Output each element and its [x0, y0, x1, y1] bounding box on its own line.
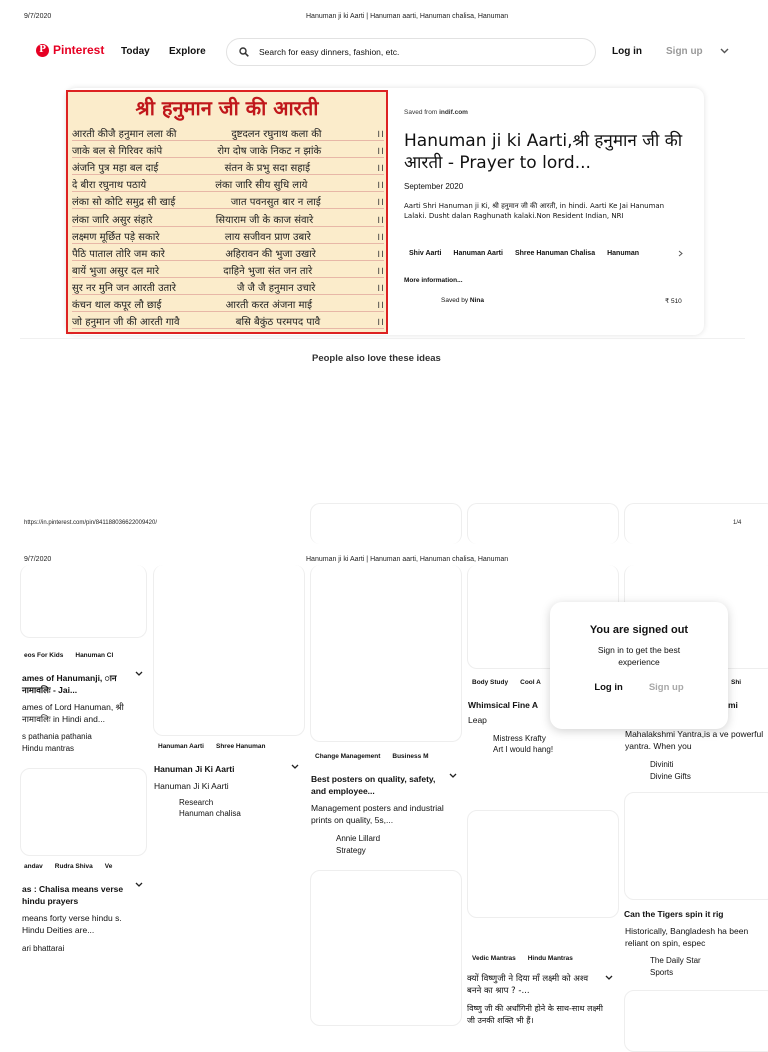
pin-board[interactable]: Strategy [336, 846, 366, 855]
tag[interactable]: Cool A [520, 679, 541, 686]
saved-by-user[interactable]: Nina [469, 297, 485, 304]
print-title: Hanuman ji ki Aarti | Hanuman aarti, Hanuman chalisa, Hanuman [306, 556, 509, 563]
pin-title[interactable]: as : Chalisa means verse hindu prayers [22, 884, 124, 906]
saved-by: Saved by Nina [441, 297, 485, 304]
aarti-line [72, 314, 384, 329]
verse-end-mark: ।। [376, 317, 384, 329]
tag[interactable]: Hanuman Cl [75, 652, 114, 659]
tags-row [472, 955, 573, 962]
aarti-line-text: लंका जारि असुर संहारे [72, 214, 153, 226]
aarti-line-text: संतन के प्रभु सदा सहाई [224, 163, 311, 175]
verse-end-mark: ।। [376, 282, 384, 294]
ghost-card [467, 810, 619, 918]
aarti-line [72, 297, 384, 312]
pinterest-logo[interactable] [36, 43, 104, 57]
pin-board[interactable]: s pathania pathania [22, 732, 92, 741]
pin-description: Leap [468, 715, 487, 725]
aarti-line [72, 212, 384, 227]
divider [20, 338, 745, 339]
tag[interactable]: Business M [392, 753, 429, 760]
nav-today[interactable]: Today [121, 46, 150, 57]
signed-out-dialog [550, 602, 728, 729]
tag[interactable]: Change Management [315, 753, 381, 760]
dialog-title: You are signed out [589, 624, 689, 636]
aarti-line-text: सियाराम जी के काज संवारे [215, 214, 314, 226]
verse-end-mark: ।। [376, 129, 384, 140]
search-icon [239, 47, 249, 57]
ghost-card [20, 768, 147, 856]
aarti-line-text: जै जै जै हनुमान उचारे [236, 282, 316, 294]
pin-user[interactable]: The Daily Star [650, 956, 701, 965]
aarti-line [72, 263, 384, 278]
pin-board[interactable]: Divine Gifts [650, 772, 691, 781]
verse-end-mark: ।। [376, 265, 384, 277]
tag[interactable]: eos For Kids [24, 652, 64, 659]
pin-description: Hanuman Ji Ki Aarti [154, 781, 229, 791]
pin-title[interactable]: Whimsical Fine A [468, 700, 539, 710]
verse-end-mark: ।। [376, 146, 384, 158]
aarti-line-text: जात पवनसुत बार न लाई [230, 197, 321, 209]
saved-from: Saved from indif.com [404, 109, 468, 116]
aarti-line-text: कंचन थाल कपूर लौ छाई [72, 300, 162, 311]
pin-description: Historically, Bangladesh ha been reliant on spin, espec [625, 926, 749, 948]
chevron-down-icon[interactable] [291, 764, 299, 770]
aarti-line-text: आरती करत अंजना माई [225, 300, 313, 311]
chevron-down-icon[interactable] [135, 671, 143, 677]
tags-row [158, 743, 266, 750]
verse-end-mark: ।। [376, 248, 384, 260]
pin-board[interactable]: Sports [650, 968, 674, 977]
pinterest-logo-icon: P [36, 44, 49, 57]
tag[interactable]: Shree Hanuman [216, 743, 266, 750]
aarti-line [72, 229, 384, 244]
pin-board[interactable]: Research [179, 798, 214, 807]
aarti-line [72, 246, 384, 261]
pin-title[interactable]: Can the Tigers spin it rig [624, 909, 724, 919]
tag[interactable]: Hindu Mantras [527, 955, 573, 962]
chevron-down-icon[interactable] [605, 975, 613, 981]
aarti-line-text: दुष्टदलन रघुनाथ कला की [231, 129, 322, 140]
ghost-card [310, 565, 462, 742]
pin-description: ames of Lord Hanuman, श्री नामावलिः in Hindi and... [22, 702, 124, 724]
print-title: Hanuman ji ki Aarti | Hanuman aarti, Hanuman chalisa, Hanuman [306, 13, 509, 20]
search-bar[interactable] [226, 38, 596, 66]
tags-row [24, 863, 112, 870]
aarti-line [72, 280, 384, 295]
tags-row [315, 753, 429, 760]
pin-board[interactable]: Hanuman chalisa [179, 809, 241, 818]
ghost-card [153, 565, 305, 736]
aarti-line-text: बायें भुजा असुर दल मारे [72, 265, 160, 277]
aarti-line-text: रोग दोष जाके निकट न झांके [217, 146, 322, 158]
more-ideas-heading: People also love these ideas [312, 353, 441, 364]
ghost-card [310, 870, 462, 1026]
ghost-card [624, 503, 768, 544]
tag[interactable]: Ve [104, 863, 113, 870]
pin-title[interactable]: ames of Hanumanji, ान नामावलिः - Jai... [22, 673, 117, 695]
nav-explore[interactable]: Explore [169, 46, 206, 57]
pin-description: Mahalakshmi Yantra,is a ve powerful yantra. When you [625, 729, 764, 751]
search-input[interactable] [257, 46, 561, 58]
ghost-card [624, 990, 768, 1052]
print-page-number: 1/4 [733, 520, 742, 526]
aarti-line-text: जो हनुमान जी की आरती गावै [72, 317, 180, 329]
pin-title[interactable]: क्यों विष्णुजी ने दिया माँ लक्ष्मी को अश्व बनने का श्राप ? -... [467, 974, 589, 996]
chevron-down-icon[interactable] [449, 773, 457, 779]
chevron-right-icon[interactable] [678, 250, 683, 257]
print-date: 9/7/2020 [24, 13, 52, 20]
chevron-down-icon[interactable] [720, 48, 729, 54]
pin-description: Management posters and industrial prints on quality, 5s,... [311, 803, 444, 825]
pin-board[interactable]: Hindu mantras [22, 744, 75, 753]
aarti-line-text: लंका जारि सीय सुधि लाये [215, 180, 308, 192]
aarti-line [72, 160, 384, 175]
aarti-line-text: लक्ष्मण मूर्छित पड़े सकारे [72, 231, 160, 243]
dialog-text: Sign in to get the best experience [597, 645, 681, 667]
ghost-card [467, 503, 619, 544]
pin-icon: ₹ [665, 298, 670, 305]
aarti-line [72, 177, 384, 192]
pin-description: means forty verse hindu s. Hindu Deities are... [22, 913, 122, 935]
aarti-line-text: दाहिने भुजा संत जन तारे [223, 265, 313, 277]
ghost-card [20, 565, 147, 638]
pin-user[interactable]: Mistress Krafty [493, 734, 546, 743]
pin-title[interactable]: Hanuman Ji Ki Aarti [154, 764, 235, 774]
saved-from-link[interactable]: indif.com [439, 109, 468, 116]
pin-board[interactable]: Art I would hang! [493, 745, 554, 754]
pin-description: विष्णु जी की अर्धांगिनी होने के साथ-साथ लक्ष्मी जी उनकी शक्ति भी हैं। [467, 1004, 603, 1025]
dialog-login-button[interactable]: Log in [594, 682, 623, 693]
aarti-line-text: सुर नर मुनि जन आरती उतारे [72, 282, 176, 294]
print-url: https://in.pinterest.com/pin/841188036622009420/ [24, 520, 157, 526]
aarti-line-text: लंका सो कोटि समुद्र सी खाई [72, 197, 176, 209]
save-count: ₹ 510 [665, 298, 682, 305]
pin-title[interactable]: mi [728, 700, 738, 710]
pin-title: Hanuman ji ki Aarti,श्री हनुमान जी की आरती - Prayer to lord... [404, 131, 683, 173]
tag[interactable]: Vedic Mantras [472, 955, 516, 962]
aarti-line-text: लाय सजीवन प्राण उबारे [224, 231, 311, 243]
pin-tags [409, 250, 639, 257]
aarti-line [72, 194, 384, 209]
tag[interactable]: Body Study [472, 679, 509, 686]
tags-row [24, 652, 113, 659]
ghost-card [310, 503, 462, 544]
verse-end-mark: ।। [376, 180, 384, 192]
aarti-line-text: दे बीरा रघुनाथ पठाये [72, 180, 147, 192]
tags-row [731, 679, 741, 686]
aarti-line-text: बसि बैकुंठ परमपद पावै [235, 317, 321, 329]
tag[interactable]: Hanuman Aarti [158, 743, 204, 750]
print-date: 9/7/2020 [24, 556, 52, 563]
aarti-line-text: अहिरावन की भुजा उखारे [225, 248, 316, 260]
tag[interactable]: Shi [731, 679, 742, 686]
aarti-line [72, 126, 384, 141]
logo-text: Pinterest [53, 43, 105, 57]
pin-user[interactable]: Diviniti [650, 760, 674, 769]
chevron-down-icon[interactable] [135, 882, 143, 888]
pin-user[interactable]: ari bhattarai [22, 944, 65, 953]
verse-end-mark: ।। [376, 163, 384, 175]
aarti-line-text: जाके बल से गिरिवर कांपे [72, 146, 163, 158]
pin-date: September 2020 [404, 182, 464, 191]
tag-hanuman-aarti[interactable]: Hanuman Aarti [453, 250, 503, 257]
aarti-line-text: पैठि पाताल तोरि जम कारे [72, 248, 165, 260]
verse-end-mark: ।। [376, 231, 384, 243]
tag[interactable]: andav [24, 863, 43, 870]
image-title: श्री हनुमान जी की आरती [135, 96, 319, 120]
ghost-card [624, 792, 768, 900]
pin-image[interactable] [66, 90, 388, 334]
tag-shree-hanuman-chalisa[interactable]: Shree Hanuman Chalisa [514, 250, 596, 257]
aarti-line-text: आरती कीजै हनुमान लला की [72, 129, 177, 140]
signup-button[interactable]: Sign up [666, 46, 703, 57]
verse-end-mark: ।। [376, 300, 384, 311]
login-button[interactable]: Log in [612, 46, 642, 57]
tag[interactable]: Rudra Shiva [54, 863, 93, 870]
pin-title[interactable]: Best posters on quality, safety, and employee... [311, 774, 436, 796]
verse-end-mark: ।। [376, 197, 384, 209]
aarti-line [72, 143, 384, 158]
aarti-line-text: अंजनि पुत्र महा बल दाई [72, 163, 159, 175]
tag-hanuman[interactable]: Hanuman [607, 250, 639, 257]
dialog-signup-button[interactable]: Sign up [648, 682, 684, 693]
tags-row [472, 679, 541, 686]
pin-user[interactable]: Annie Lillard [336, 834, 381, 843]
verse-end-mark: ।। [376, 214, 384, 226]
tag-shiv-aarti[interactable]: Shiv Aarti [409, 250, 442, 257]
more-info-link[interactable]: More information... [404, 277, 463, 284]
pin-description: Aarti Shri Hanuman ji Ki, श्री हनुमान जी की आरती, in hindi. Aarti Ke Jai Hanuman Lalaki. Dusht dalan Raghunath kalaki.Non Resident Indian, NRI [404, 202, 665, 220]
